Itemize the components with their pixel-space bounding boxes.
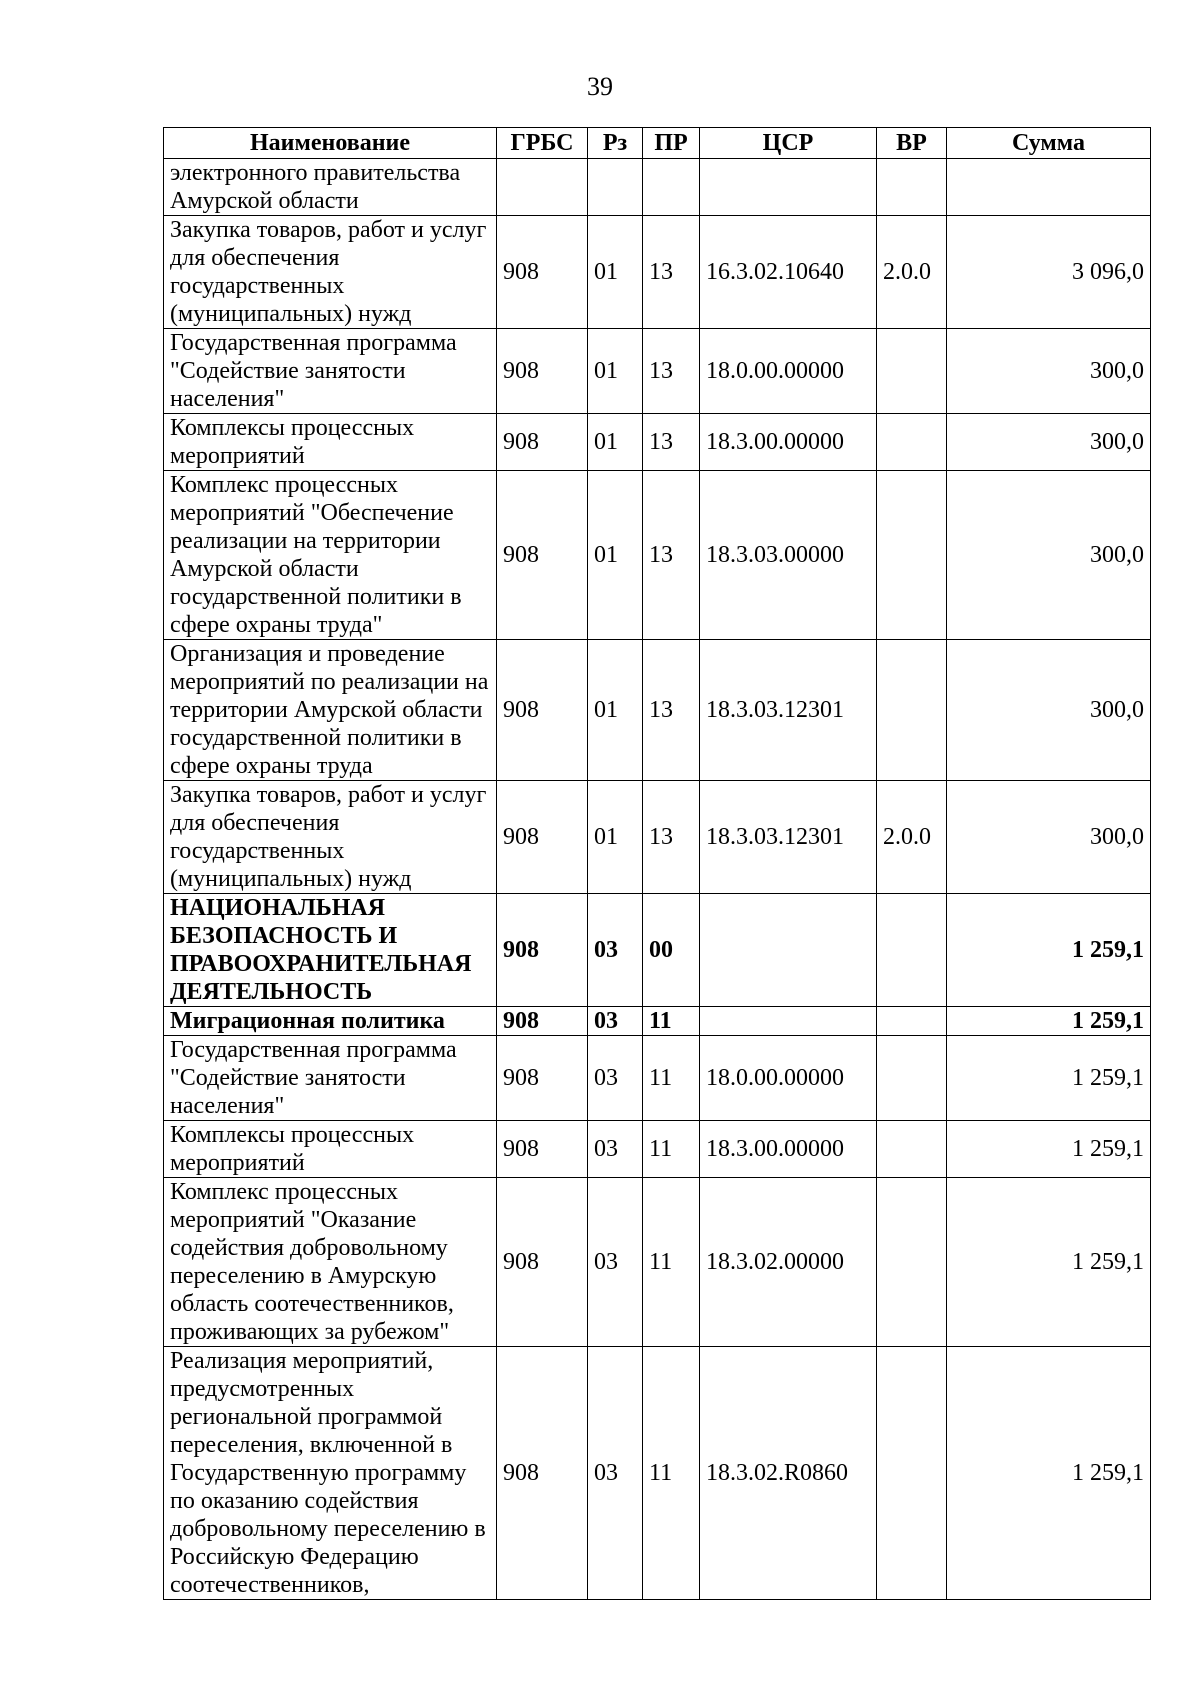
row-name: Закупка товаров, работ и услуг для обеспечения государственных (муниципальных) нужд xyxy=(164,216,497,329)
row-pr: 13 xyxy=(643,414,700,471)
table-row xyxy=(164,414,1151,471)
row-grbs xyxy=(497,159,588,216)
row-sum: 300,0 xyxy=(947,414,1151,471)
row-sum: 300,0 xyxy=(947,329,1151,414)
table-row xyxy=(164,216,1151,329)
row-vr xyxy=(877,414,947,471)
table-row xyxy=(164,894,1151,1007)
row-csr: 16.3.02.10640 xyxy=(700,216,877,329)
row-sum: 3 096,0 xyxy=(947,216,1151,329)
row-vr xyxy=(877,1036,947,1121)
row-vr xyxy=(877,1121,947,1178)
row-sum: 1 259,1 xyxy=(947,1178,1151,1347)
row-grbs: 908 xyxy=(497,471,588,640)
row-grbs: 908 xyxy=(497,640,588,781)
table-row xyxy=(164,1178,1151,1347)
row-name: Комплекс процессных мероприятий "Оказание содействия добровольному переселению в Амурскую область соотечественников, проживающих за рубежом" xyxy=(164,1178,497,1347)
row-grbs: 908 xyxy=(497,1178,588,1347)
row-csr: 18.3.00.00000 xyxy=(700,1121,877,1178)
row-grbs: 908 xyxy=(497,1347,588,1600)
row-csr: 18.3.02.00000 xyxy=(700,1178,877,1347)
row-csr: 18.3.03.12301 xyxy=(700,640,877,781)
row-pr: 13 xyxy=(643,640,700,781)
header-csr: ЦСР xyxy=(700,128,877,159)
row-vr xyxy=(877,1347,947,1600)
row-pr xyxy=(643,159,700,216)
row-name: Комплекс процессных мероприятий "Обеспечение реализации на территории Амурской области государственной политики в сфере охраны труда" xyxy=(164,471,497,640)
row-grbs: 908 xyxy=(497,781,588,894)
row-rz: 01 xyxy=(588,414,643,471)
row-rz: 01 xyxy=(588,471,643,640)
row-pr: 00 xyxy=(643,894,700,1007)
table-row xyxy=(164,1036,1151,1121)
table-header-row xyxy=(164,128,1151,159)
row-vr xyxy=(877,471,947,640)
table-row xyxy=(164,329,1151,414)
row-name: электронного правительства Амурской области xyxy=(164,159,497,216)
row-pr: 11 xyxy=(643,1347,700,1600)
row-rz: 03 xyxy=(588,1036,643,1121)
row-pr: 11 xyxy=(643,1007,700,1036)
page-number: 39 xyxy=(587,72,613,101)
row-rz: 03 xyxy=(588,1121,643,1178)
row-csr: 18.0.00.00000 xyxy=(700,1036,877,1121)
row-name: Организация и проведение мероприятий по реализации на территории Амурской области государственной политики в сфере охраны труда xyxy=(164,640,497,781)
row-rz: 03 xyxy=(588,1007,643,1036)
header-name: Наименование xyxy=(164,128,497,159)
header-pr: ПР xyxy=(643,128,700,159)
row-csr: 18.0.00.00000 xyxy=(700,329,877,414)
row-rz: 01 xyxy=(588,329,643,414)
row-sum: 300,0 xyxy=(947,640,1151,781)
row-pr: 13 xyxy=(643,781,700,894)
row-rz: 03 xyxy=(588,1347,643,1600)
row-csr: 18.3.03.12301 xyxy=(700,781,877,894)
row-pr: 13 xyxy=(643,471,700,640)
row-name: Реализация мероприятий, предусмотренных региональной программой переселения, включенной в Государственную программу по оказанию содействия добровольному переселению в Российскую Федерацию соотечественников, xyxy=(164,1347,497,1600)
row-csr xyxy=(700,1007,877,1036)
row-csr xyxy=(700,894,877,1007)
row-rz: 03 xyxy=(588,894,643,1007)
row-grbs: 908 xyxy=(497,329,588,414)
row-vr: 2.0.0 xyxy=(877,216,947,329)
row-grbs: 908 xyxy=(497,216,588,329)
table-row xyxy=(164,640,1151,781)
row-grbs: 908 xyxy=(497,1121,588,1178)
row-rz: 03 xyxy=(588,1178,643,1347)
row-vr xyxy=(877,894,947,1007)
row-name: Миграционная политика xyxy=(164,1007,497,1036)
row-grbs: 908 xyxy=(497,1036,588,1121)
budget-table xyxy=(163,127,1151,1600)
table-row xyxy=(164,471,1151,640)
row-sum: 300,0 xyxy=(947,471,1151,640)
row-name: НАЦИОНАЛЬНАЯ БЕЗОПАСНОСТЬ И ПРАВООХРАНИТЕЛЬНАЯ ДЕЯТЕЛЬНОСТЬ xyxy=(164,894,497,1007)
row-name: Государственная программа "Содействие занятости населения" xyxy=(164,1036,497,1121)
row-rz: 01 xyxy=(588,781,643,894)
row-rz: 01 xyxy=(588,640,643,781)
row-vr xyxy=(877,640,947,781)
header-rz: Рз xyxy=(588,128,643,159)
row-sum: 300,0 xyxy=(947,781,1151,894)
row-grbs: 908 xyxy=(497,414,588,471)
row-vr xyxy=(877,1178,947,1347)
row-vr xyxy=(877,1007,947,1036)
row-sum: 1 259,1 xyxy=(947,1121,1151,1178)
row-pr: 13 xyxy=(643,329,700,414)
header-sum: Сумма xyxy=(947,128,1151,159)
row-name: Государственная программа "Содействие занятости населения" xyxy=(164,329,497,414)
table-row xyxy=(164,781,1151,894)
row-rz xyxy=(588,159,643,216)
row-name: Комплексы процессных мероприятий xyxy=(164,1121,497,1178)
row-vr xyxy=(877,159,947,216)
header-vr: ВР xyxy=(877,128,947,159)
row-grbs: 908 xyxy=(497,1007,588,1036)
row-sum: 1 259,1 xyxy=(947,1347,1151,1600)
row-csr: 18.3.02.R0860 xyxy=(700,1347,877,1600)
row-sum: 1 259,1 xyxy=(947,894,1151,1007)
row-pr: 11 xyxy=(643,1121,700,1178)
row-csr xyxy=(700,159,877,216)
row-grbs: 908 xyxy=(497,894,588,1007)
row-pr: 11 xyxy=(643,1178,700,1347)
row-name: Комплексы процессных мероприятий xyxy=(164,414,497,471)
row-csr: 18.3.03.00000 xyxy=(700,471,877,640)
table-row xyxy=(164,159,1151,216)
row-sum xyxy=(947,159,1151,216)
row-name: Закупка товаров, работ и услуг для обеспечения государственных (муниципальных) нужд xyxy=(164,781,497,894)
row-rz: 01 xyxy=(588,216,643,329)
row-pr: 11 xyxy=(643,1036,700,1121)
row-sum: 1 259,1 xyxy=(947,1007,1151,1036)
row-vr xyxy=(877,329,947,414)
table-row xyxy=(164,1121,1151,1178)
row-sum: 1 259,1 xyxy=(947,1036,1151,1121)
row-vr: 2.0.0 xyxy=(877,781,947,894)
row-csr: 18.3.00.00000 xyxy=(700,414,877,471)
table-row xyxy=(164,1007,1151,1036)
table-row xyxy=(164,1347,1151,1600)
header-grbs: ГРБС xyxy=(497,128,588,159)
row-pr: 13 xyxy=(643,216,700,329)
